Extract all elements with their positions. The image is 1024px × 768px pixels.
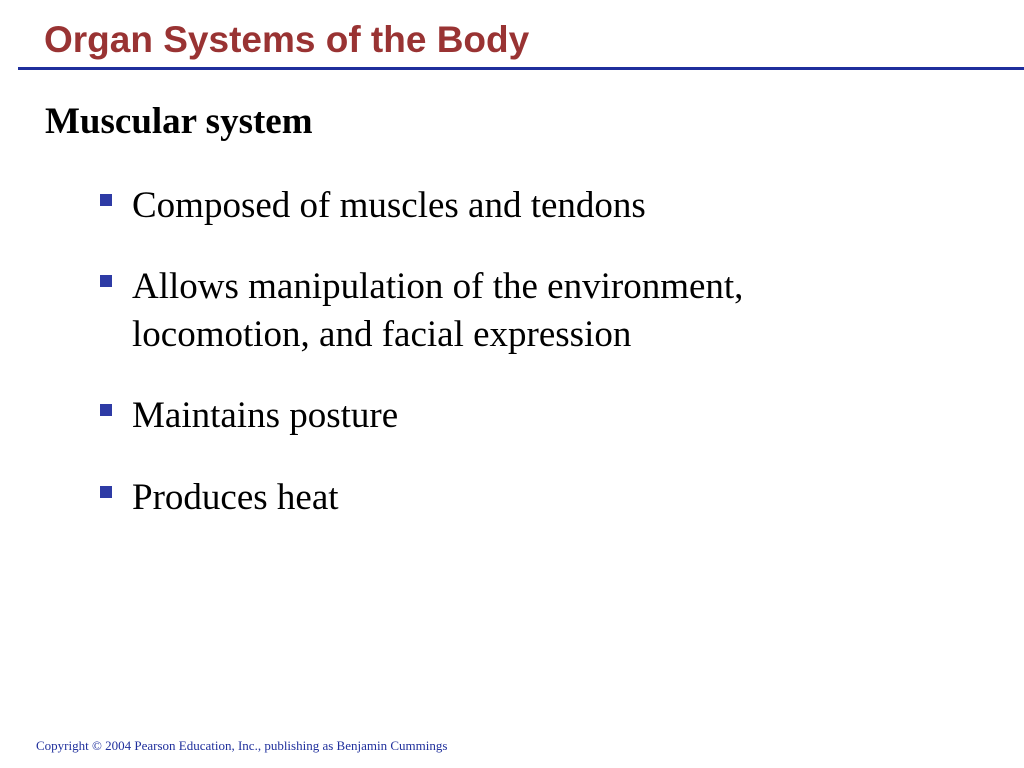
copyright-footer: Copyright © 2004 Pearson Education, Inc., publishing as Benjamin Cummings	[36, 738, 448, 753]
title-divider	[18, 67, 1024, 70]
square-bullet-icon	[100, 486, 112, 498]
section-heading: Muscular system	[45, 101, 313, 142]
list-item	[96, 392, 856, 440]
square-bullet-icon	[100, 404, 112, 416]
bullet-text: Maintains posture	[132, 395, 399, 436]
list-item	[96, 474, 856, 522]
list-item	[96, 263, 856, 359]
slide-title: Organ Systems of the Body	[44, 19, 530, 60]
bullet-text: Composed of muscles and tendons	[132, 185, 646, 226]
bullet-text: Produces heat	[132, 477, 339, 518]
square-bullet-icon	[100, 194, 112, 206]
list-item	[96, 182, 856, 230]
bullet-text: Allows manipulation of the environment, locomotion, and facial expression	[132, 266, 744, 355]
square-bullet-icon	[100, 275, 112, 287]
